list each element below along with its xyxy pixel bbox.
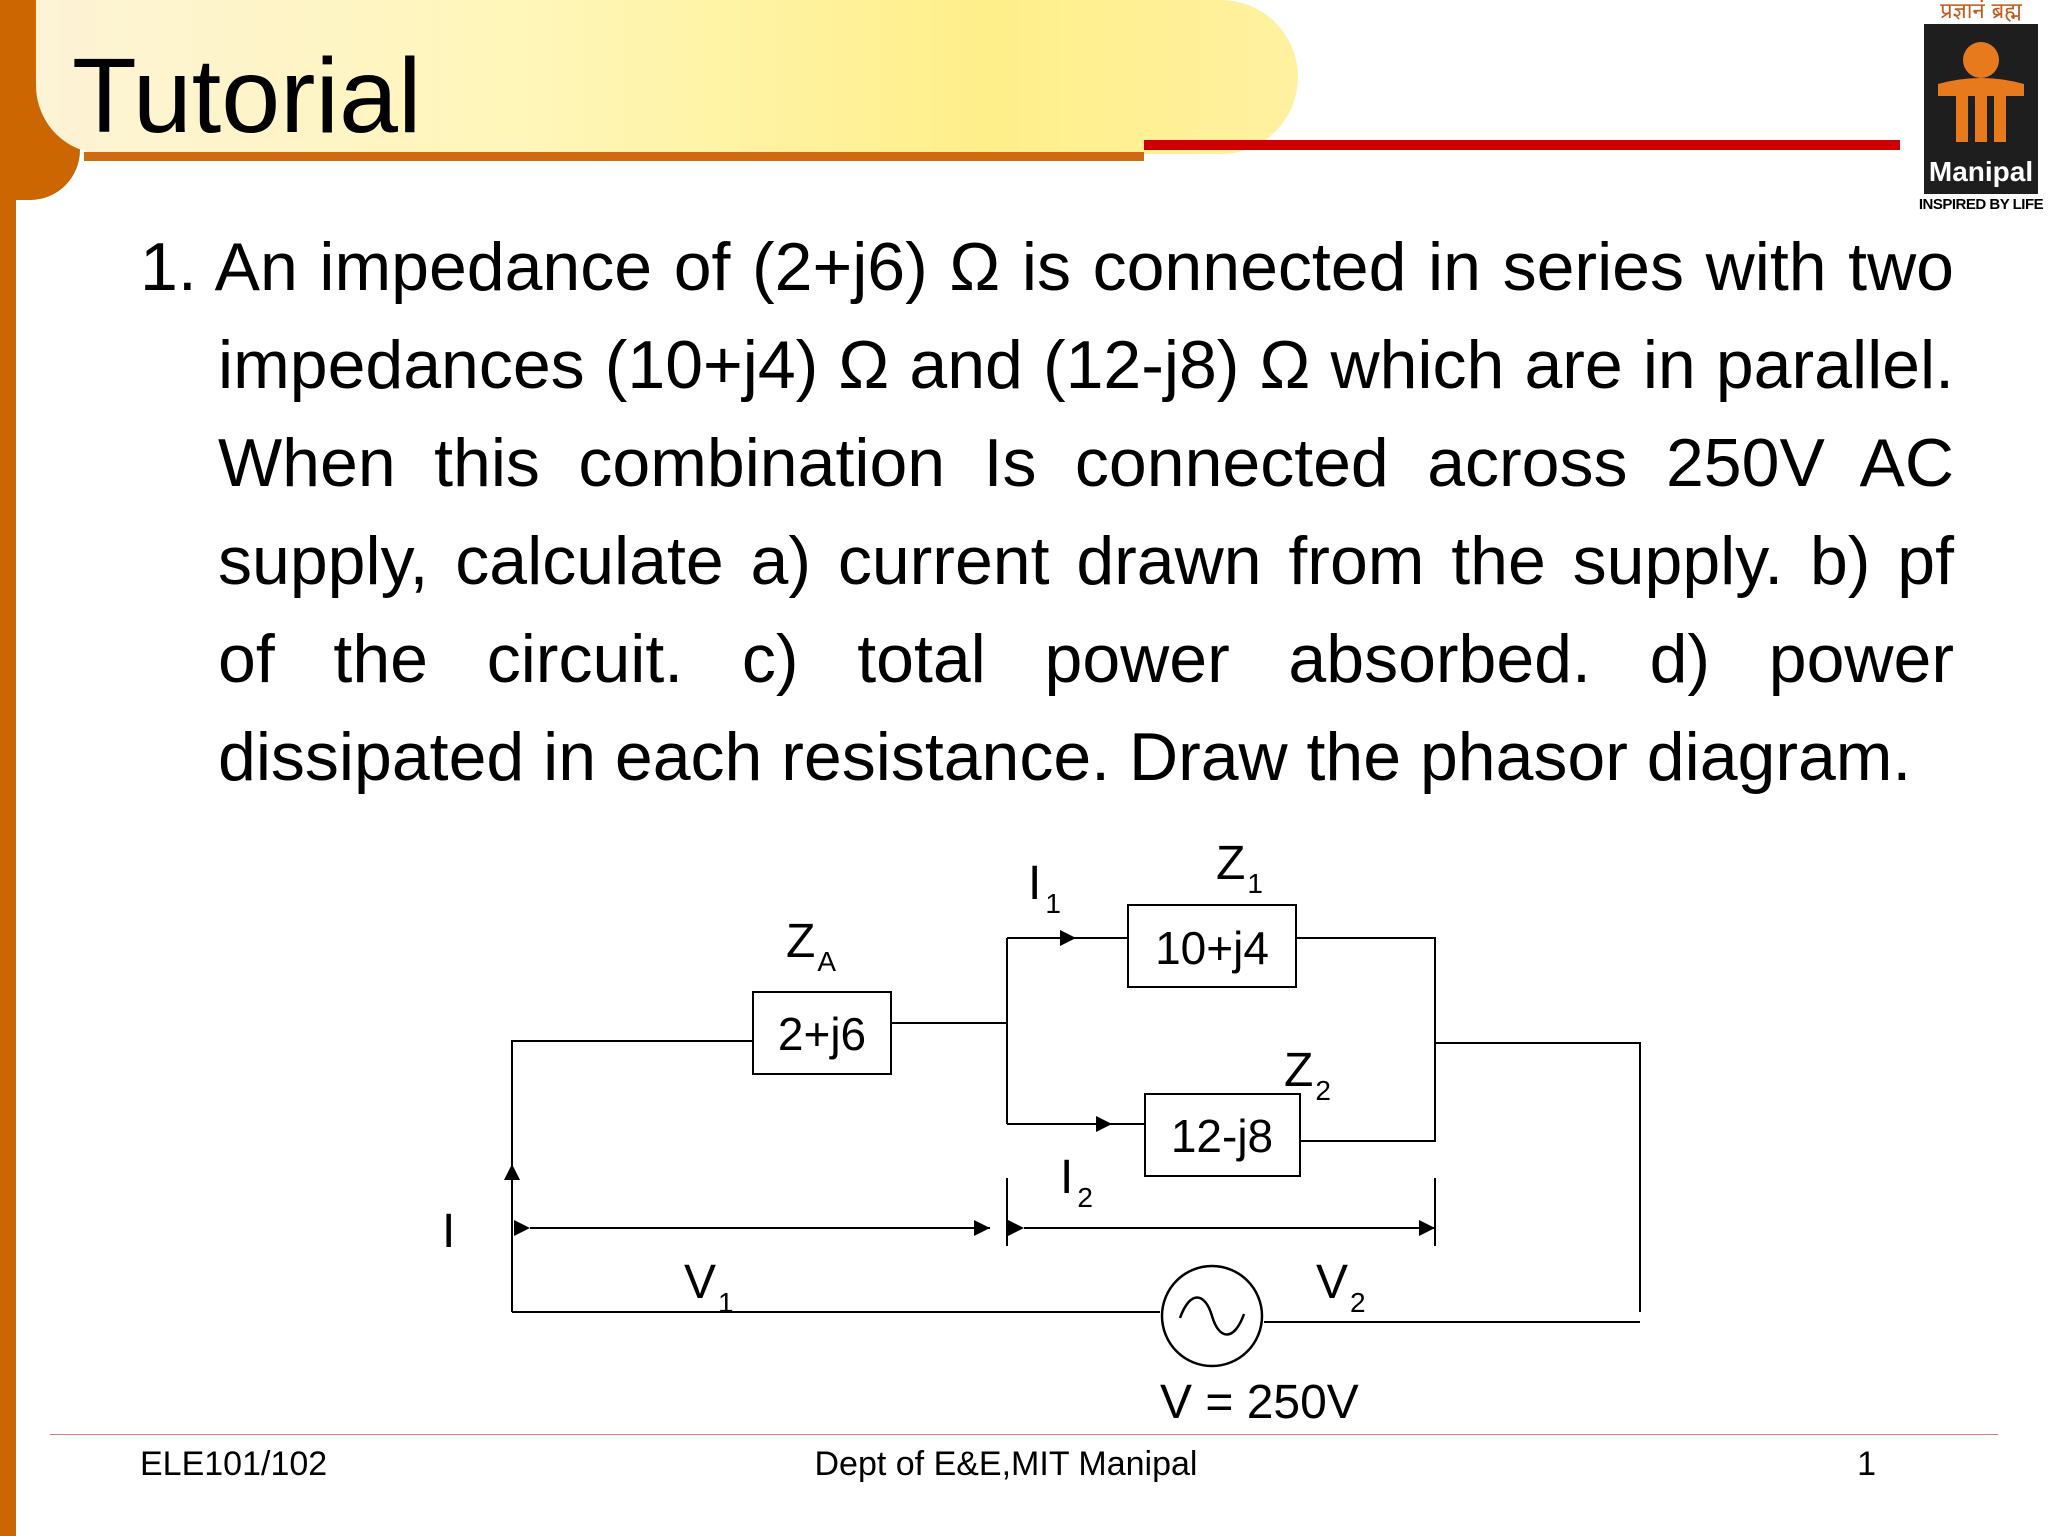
label-za: $Z_A$ (786, 915, 837, 977)
footer-page-number: 1 (1857, 1445, 1876, 1483)
impedance-box-z1 (1128, 905, 1296, 987)
ac-source (1162, 1266, 1262, 1366)
impedance-box-za (753, 992, 891, 1074)
label-v2: $V_2$ (1316, 1256, 1366, 1318)
footer-department: Dept of E&E,MIT Manipal (814, 1445, 1198, 1483)
problem-statement: 1. An impedance of (2+j6) Ω is connected in series with two impedances (10+j4) Ω and (12-j8) Ω which are in parallel. When this combination Is connected across 250V AC supply, calculate a) current drawn from the supply. b) pf of the circuit. c) total power absorbed. d) power dissipated in each resistance. Draw the phasor diagram. (140, 229, 1954, 795)
voltage-arrows (530, 1178, 1435, 1246)
circuit-wires (512, 938, 1640, 1322)
impedance-box-z2 (1145, 1094, 1300, 1176)
svg-text:12-j8: 12-j8 (1170, 1110, 1274, 1162)
label-i1: I $_1$ (1028, 857, 1061, 919)
slide-title: Tutorial (72, 37, 422, 155)
logo-tagline: INSPIRED BY LIFE (1918, 196, 2044, 213)
logo-motto: प्रज्ञानं ब्रह्म (1940, 0, 2022, 24)
footer-divider (50, 1434, 1998, 1435)
logo-name: Manipal (1928, 156, 2034, 187)
label-i: I (442, 1205, 456, 1258)
svg-text:10+j4: 10+j4 (1155, 922, 1269, 974)
label-i2: I $_2$ (1060, 1151, 1093, 1213)
svg-text:2+j6: 2+j6 (777, 1008, 867, 1060)
footer-course-code: ELE101/102 (140, 1445, 328, 1483)
label-source-voltage: V = 250V (1160, 1376, 1359, 1429)
label-z1: $Z_1$ (1216, 837, 1263, 899)
label-v1: $V_1$ (684, 1256, 734, 1318)
label-z2: $Z_2$ (1284, 1044, 1331, 1106)
